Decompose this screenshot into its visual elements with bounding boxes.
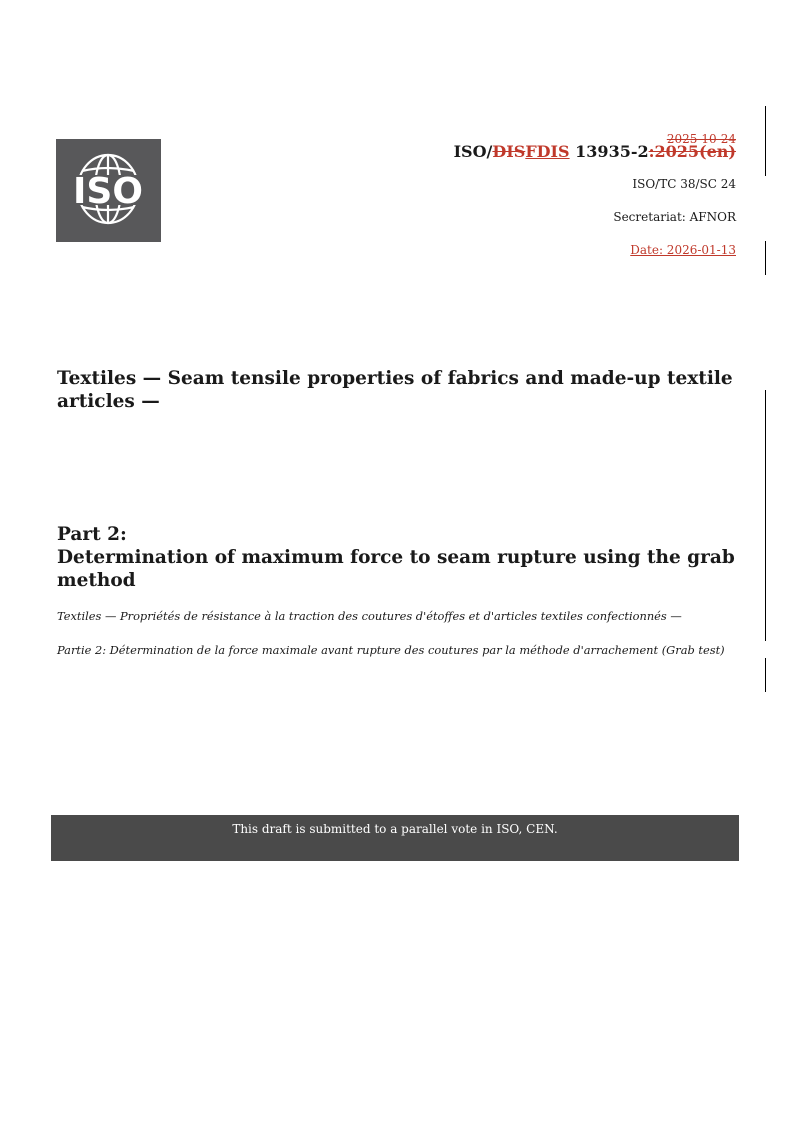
- iso-logo-text: ISO: [73, 171, 143, 212]
- old-date: 2025-10-24: [666, 132, 736, 146]
- part-label: Part 2:: [57, 524, 127, 545]
- part-title: Determination of maximum force to seam rupture using the grab method: [57, 547, 735, 591]
- doc-number: 13935-2: [569, 142, 649, 161]
- french-main-title: Textiles — Propriétés de résistance à la traction des coutures d'étoffes et d'articles textiles confectionnés —: [57, 609, 682, 623]
- change-bar: [765, 241, 766, 275]
- main-title: Textiles — Seam tensile properties of fabrics and made-up textile articles —: [57, 368, 733, 412]
- change-bar: [765, 658, 766, 692]
- secretariat: Secretariat: AFNOR: [613, 210, 736, 224]
- inserted-stage: FDIS: [525, 142, 570, 161]
- iso-logo: [56, 139, 161, 242]
- iso-globe-icon: [56, 139, 161, 242]
- document-reference: [454, 142, 736, 161]
- new-date: Date: 2026-01-13: [630, 243, 736, 257]
- committee: ISO/TC 38/SC 24: [632, 177, 736, 191]
- deleted-suffix: :2025(en): [648, 142, 736, 161]
- french-part-title: Partie 2: Détermination de la force maximale avant rupture des coutures par la méthode d'arrachement (Grab test): [57, 643, 725, 657]
- draft-notice: This draft is submitted to a parallel vote in ISO, CEN.: [51, 815, 739, 861]
- change-bar: [765, 106, 766, 176]
- change-bar: [765, 390, 766, 641]
- doc-ref-prefix: ISO/: [453, 142, 493, 161]
- deleted-stage: DIS: [492, 142, 526, 161]
